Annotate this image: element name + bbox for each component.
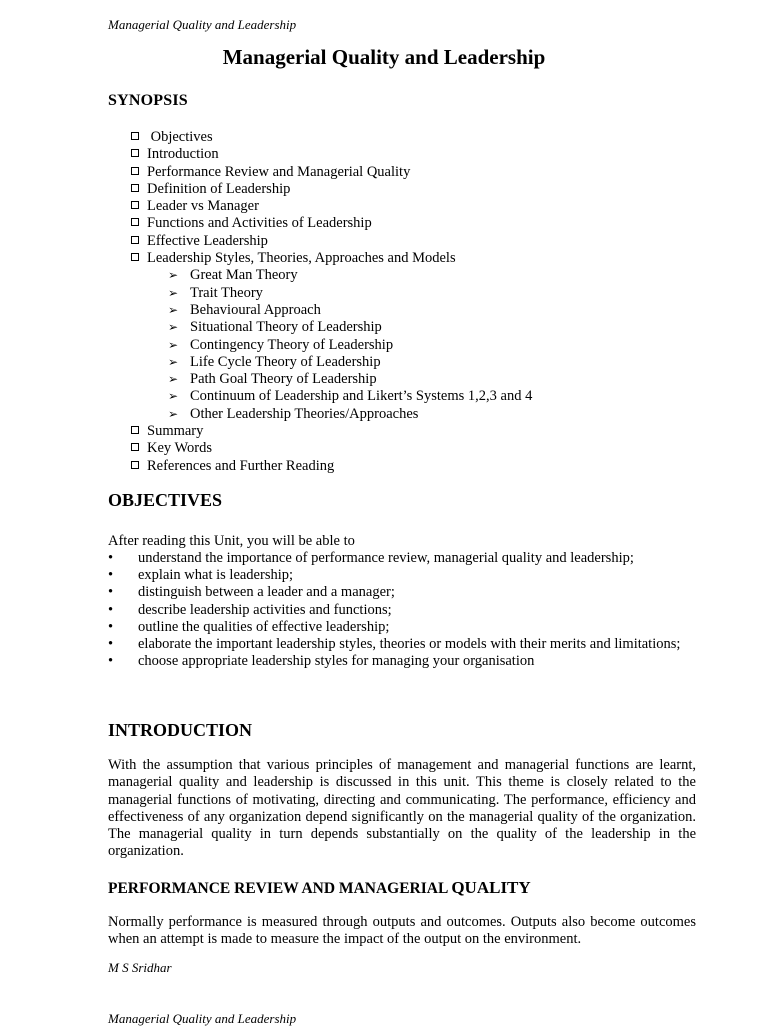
objective-item: • understand the importance of performance review, managerial quality and leadership;	[108, 550, 634, 566]
arrow-bullet-icon: ➢	[168, 406, 179, 421]
arrow-bullet-icon: ➢	[168, 320, 179, 335]
objective-item: • describe leadership activities and functions;	[108, 601, 392, 618]
introduction-paragraph: With the assumption that various principles of management and managerial functions are learnt, managerial quality and leadership is discussed in this unit. This theme is closely related to the managerial functions of motivating, directing and communicating. The performance, efficiency and effectiveness of any organization depend significantly on the managerial quality of the organization. The managerial quality in turn depends substantially on the quality of the leadership in the organization.	[108, 757, 696, 860]
arrow-bullet-icon: ➢	[168, 372, 179, 387]
square-bullet-icon	[131, 184, 139, 192]
synopsis-subitem: ➢ Path Goal Theory of Leadership	[168, 371, 377, 388]
objective-item: • distinguish between a leader and a manager;	[108, 584, 395, 601]
synopsis-subitem: ➢ Great Man Theory	[168, 267, 298, 284]
arrow-bullet-icon: ➢	[168, 268, 179, 283]
square-bullet-icon	[131, 132, 139, 140]
square-bullet-icon	[131, 167, 139, 175]
square-bullet-icon	[131, 461, 139, 469]
arrow-bullet-icon: ➢	[168, 337, 179, 352]
synopsis-item: Key Words	[131, 440, 532, 457]
square-bullet-icon	[131, 426, 139, 434]
objective-item: • explain what is leadership;	[108, 567, 294, 584]
bullet-icon: •	[108, 550, 114, 566]
synopsis-subitem: ➢ Life Cycle Theory of Leadership	[168, 353, 381, 370]
synopsis-subitem: ➢ Situational Theory of Leadership	[168, 319, 382, 336]
bullet-icon: •	[108, 601, 114, 618]
arrow-bullet-icon: ➢	[168, 389, 179, 404]
synopsis-subitem: ➢ Other Leadership Theories/Approaches	[168, 405, 419, 422]
arrow-bullet-icon: ➢	[168, 285, 179, 300]
arrow-bullet-icon: ➢	[168, 302, 179, 317]
bullet-icon: •	[108, 636, 114, 653]
objective-item: • choose appropriate leadership styles for managing your organisation	[108, 653, 535, 670]
square-bullet-icon	[131, 236, 139, 244]
synopsis-subitem: ➢ Behavioural Approach	[168, 301, 321, 318]
objectives-heading: OBJECTIVES	[108, 490, 223, 510]
synopsis-list	[131, 129, 532, 475]
synopsis-item: Summary	[131, 423, 532, 440]
synopsis-item: References and Further Reading	[131, 458, 532, 475]
synopsis-item: Introduction	[131, 146, 532, 163]
square-bullet-icon	[131, 443, 139, 451]
synopsis-subitem: ➢ Contingency Theory of Leadership	[168, 336, 394, 353]
synopsis-item: Performance Review and Managerial Quality	[131, 164, 532, 181]
performance-paragraph: Normally performance is measured through outputs and outcomes. Outputs also become outcomes when an attempt is made to measure the impact of the output on the environment.	[108, 914, 696, 948]
synopsis-subitem: ➢ Continuum of Leadership and Likert’s Systems 1,2,3 and 4	[168, 388, 533, 405]
synopsis-item: Leadership Styles, Theories, Approaches and Models	[131, 250, 532, 267]
objective-item: • elaborate the important leadership styles, theories or models with their merits and limitations;	[108, 636, 681, 653]
next-page-running-header: Managerial Quality and Leadership	[108, 1011, 297, 1026]
bullet-icon: •	[108, 653, 114, 670]
bullet-icon: •	[108, 618, 114, 635]
square-bullet-icon	[131, 218, 139, 226]
running-header: Managerial Quality and Leadership	[108, 17, 297, 32]
performance-heading: PERFORMANCE REVIEW AND MANAGERIAL QUALITY	[108, 878, 531, 897]
synopsis-subitem: ➢ Trait Theory	[168, 284, 263, 301]
synopsis-item: Functions and Activities of Leadership	[131, 215, 532, 232]
synopsis-item: Definition of Leadership	[131, 181, 532, 198]
square-bullet-icon	[131, 253, 139, 261]
synopsis-item: Objectives	[131, 129, 532, 146]
objectives-list	[108, 550, 696, 670]
arrow-bullet-icon: ➢	[168, 354, 179, 369]
synopsis-heading: SYNOPSIS	[108, 92, 188, 109]
introduction-heading: INTRODUCTION	[108, 720, 253, 740]
square-bullet-icon	[131, 201, 139, 209]
square-bullet-icon	[131, 149, 139, 157]
synopsis-item: Leader vs Manager	[131, 198, 532, 215]
synopsis-item: Effective Leadership	[131, 233, 532, 250]
objective-item: • outline the qualities of effective leadership;	[108, 618, 390, 635]
bullet-icon: •	[108, 567, 114, 584]
bullet-icon: •	[108, 584, 114, 601]
objectives-intro: After reading this Unit, you will be able to	[108, 533, 355, 549]
page-title: Managerial Quality and Leadership	[222, 45, 546, 69]
footer-author: M S Sridhar	[108, 960, 172, 975]
